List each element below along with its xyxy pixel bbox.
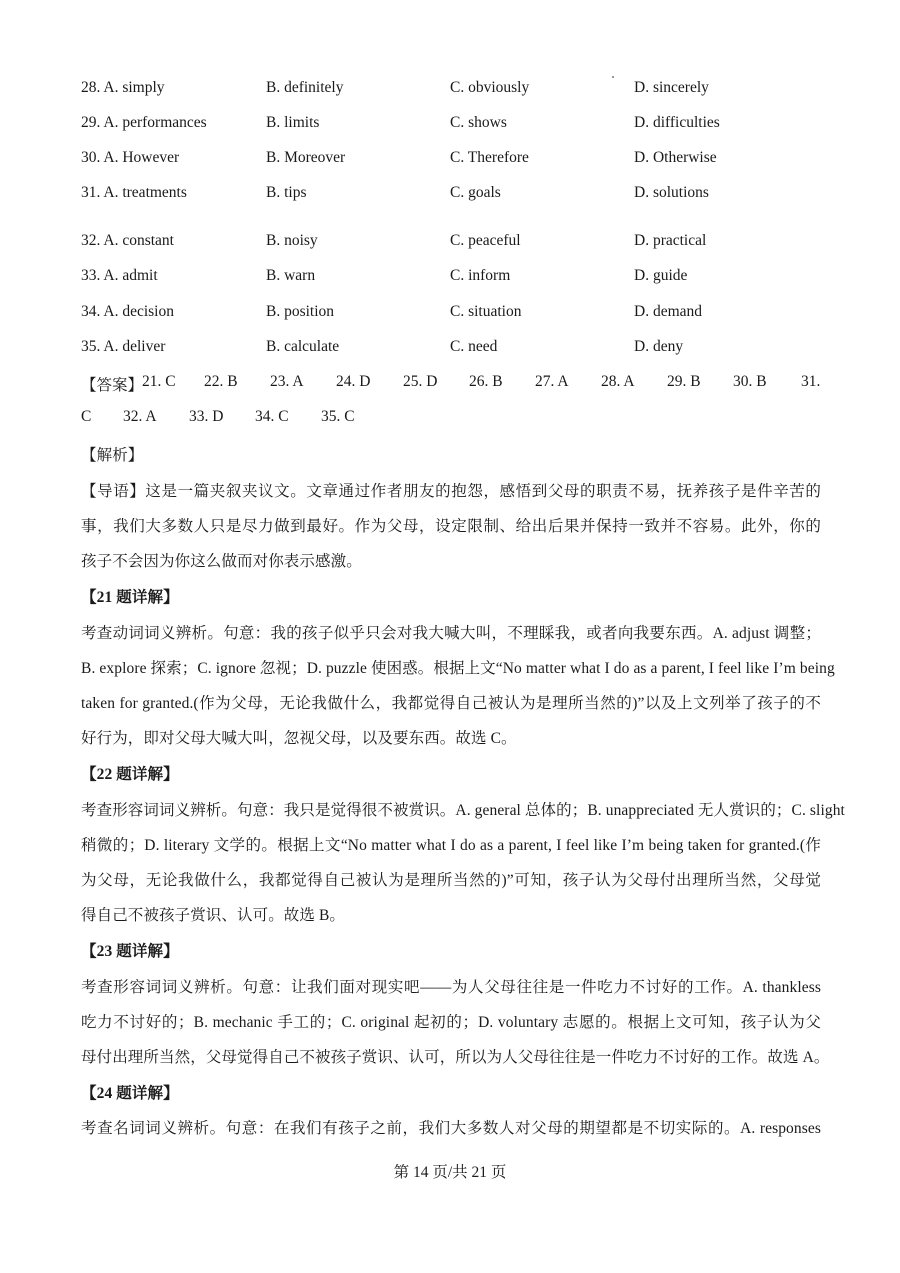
option-b: B. position: [266, 303, 335, 320]
page-footer: 第 14 页/共 21 页: [393, 1164, 507, 1181]
answer-item: 35. C: [321, 408, 355, 425]
option-d: D. sincerely: [634, 79, 709, 96]
answer-label: 【答案】: [81, 377, 144, 394]
q21-line: B. explore 探索；C. ignore 忽视；D. puzzle 使困惑。根据上文“No matter what I do as a parent, I feel like I’m being: [81, 660, 835, 677]
option-b: B. tips: [266, 184, 307, 201]
option-b: B. limits: [266, 114, 320, 131]
guide-line: 孩子不会因为你这么做而对你表示感激。: [81, 553, 362, 570]
q21-line: 好行为，即对父母大喊大叫，忽视父母，以及要东西。故选 C。: [81, 730, 517, 747]
option-a: 34. A. decision: [81, 303, 174, 320]
option-a: 35. A. deliver: [81, 338, 166, 355]
option-b: B. definitely: [266, 79, 344, 96]
q22-line: 稍微的；D. literary 文学的。根据上文“No matter what I do as a parent, I feel like I’m being taken for granted.(作: [81, 837, 821, 854]
answer-item: 24. D: [336, 373, 371, 390]
option-row-32: [0, 232, 900, 256]
option-row-35: [0, 338, 900, 362]
answer-item: 27. A: [535, 373, 569, 390]
q23-line: 吃力不讨好的；B. mechanic 手工的；C. original 起初的；D. voluntary 志愿的。根据上文可知，孩子认为父: [81, 1014, 821, 1031]
q21-line: 考查动词词义辨析。句意：我的孩子似乎只会对我大喊大叫，不理睬我，或者向我要东西。A. adjust 调整；: [81, 625, 821, 642]
option-c: C. obviously: [450, 79, 530, 96]
option-row-30: [0, 149, 900, 173]
option-b: B. warn: [266, 267, 316, 284]
q21-line: taken for granted.(作为父母，无论我做什么，我都觉得自己被认为是理所当然的)”以及上文列举了孩子的不: [81, 695, 821, 712]
answer-item: 31.: [801, 373, 821, 390]
answer-item: 21. C: [142, 373, 176, 390]
q22-heading: 【22 题详解】: [81, 766, 179, 783]
scan-speck: [612, 76, 614, 78]
option-b: B. noisy: [266, 232, 318, 249]
option-row-33: [0, 267, 900, 291]
q24-line: 考查名词词义辨析。句意：在我们有孩子之前，我们大多数人对父母的期望都是不切实际的。A. responses: [81, 1120, 821, 1137]
option-d: D. deny: [634, 338, 684, 355]
option-d: D. difficulties: [634, 114, 720, 131]
option-c: C. situation: [450, 303, 522, 320]
option-a: 28. A. simply: [81, 79, 165, 96]
option-c: C. goals: [450, 184, 501, 201]
answer-item: 23. A: [270, 373, 304, 390]
option-c: C. need: [450, 338, 498, 355]
option-a: 30. A. However: [81, 149, 180, 166]
q23-heading: 【23 题详解】: [81, 943, 179, 960]
option-b: B. calculate: [266, 338, 340, 355]
option-row-34: [0, 303, 900, 327]
answer-item: 34. C: [255, 408, 289, 425]
option-a: 29. A. performances: [81, 114, 207, 131]
option-c: C. shows: [450, 114, 507, 131]
answer-item: 26. B: [469, 373, 503, 390]
option-row-31: [0, 184, 900, 208]
option-c: C. Therefore: [450, 149, 529, 166]
answer-item: 33. D: [189, 408, 224, 425]
answer-item: 28. A: [601, 373, 635, 390]
answer-item: 30. B: [733, 373, 767, 390]
q22-line: 为父母，无论我做什么，我都觉得自己被认为是理所当然的)”可知，孩子认为父母付出理所当然，父母觉: [81, 872, 821, 889]
option-row-28: [0, 79, 900, 103]
answer-item: 22. B: [204, 373, 238, 390]
q24-heading: 【24 题详解】: [81, 1085, 179, 1102]
answer-item: 29. B: [667, 373, 701, 390]
q21-heading: 【21 题详解】: [81, 589, 179, 606]
answer-item: 32. A: [123, 408, 157, 425]
option-a: 31. A. treatments: [81, 184, 187, 201]
option-c: C. inform: [450, 267, 511, 284]
q22-line: 得自己不被孩子赏识、认可。故选 B。: [81, 907, 346, 924]
answer-line-2: [0, 408, 900, 432]
guide-line: 事，我们大多数人只是尽力做到最好。作为父母，设定限制、给出后果并保持一致并不容易。此外，你的: [81, 518, 821, 535]
answer-item: C: [81, 408, 92, 425]
option-a: 33. A. admit: [81, 267, 158, 284]
q22-line: 考查形容词词义辨析。句意：我只是觉得很不被赏识。A. general 总体的；B. unappreciated 无人赏识的；C. slight: [81, 802, 845, 819]
q23-line: 考查形容词词义辨析。句意：让我们面对现实吧——为人父母往往是一件吃力不讨好的工作。A. thankless: [81, 979, 821, 996]
option-a: 32. A. constant: [81, 232, 174, 249]
option-d: D. solutions: [634, 184, 709, 201]
q23-line: 母付出理所当然，父母觉得自己不被孩子赏识、认可，所以为人父母往往是一件吃力不讨好的工作。故选 A。: [81, 1049, 830, 1066]
option-b: B. Moreover: [266, 149, 346, 166]
answer-line-1: [0, 373, 900, 397]
option-d: D. guide: [634, 267, 688, 284]
answer-item: 25. D: [403, 373, 438, 390]
analysis-label: 【解析】: [81, 447, 144, 464]
option-row-29: [0, 114, 900, 138]
option-d: D. practical: [634, 232, 707, 249]
guide-line: 【导语】这是一篇夹叙夹议文。文章通过作者朋友的抱怨，感悟到父母的职责不易，抚养孩子是件辛苦的: [81, 483, 821, 500]
option-d: D. Otherwise: [634, 149, 717, 166]
option-c: C. peaceful: [450, 232, 521, 249]
option-d: D. demand: [634, 303, 703, 320]
